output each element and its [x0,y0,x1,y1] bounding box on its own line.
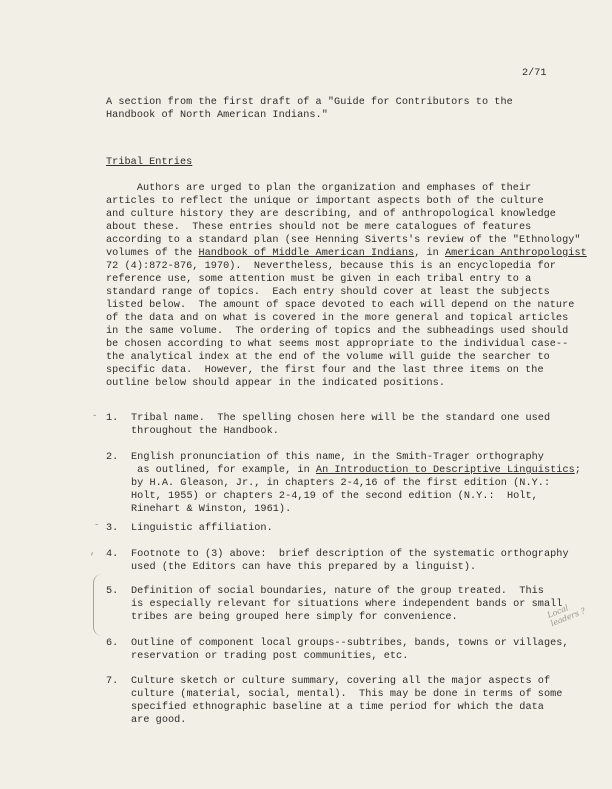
item-2-line: as outlined, for example, in An Introduction to Descriptive Linguistics; [131,465,581,476]
item-5-line: Definition of social boundaries, nature of the group treated. This [131,586,544,597]
item-4-line: used (the Editors can have this prepared by a linguist). [131,562,477,573]
item-7-line: specified ethnographic baseline at a time period for which the data [131,702,544,713]
item-1-number: 1. [106,413,119,424]
item-5-line: is especially relevant for situations where independent bands or small [131,599,563,610]
item-7-line: culture (material, social, mental). This may be done in terms of some [131,689,563,700]
para-line: volumes of the Handbook of Middle American Indians, in American Anthropologist [106,248,587,259]
para-line: be chosen according to what seems most appropriate to the individual case-- [106,339,569,350]
para-line: standard range of topics. Each entry should cover at least the subjects [106,287,550,298]
item-6-number: 6. [106,638,119,649]
item-4-number: 4. [106,549,119,560]
item-2-line: English pronunciation of this name, in the Smith-Trager orthography [131,452,544,463]
citation-american-anthropologist: American Anthropologist [445,248,587,259]
margin-bracket [93,574,102,636]
para-line: of the data and on what is covered in the more general and topical articles [106,313,569,324]
page-number: 2/71 [522,68,547,79]
item-6-line: Outline of component local groups--subtribes, bands, towns or villages, [131,638,569,649]
item-7-line: Culture sketch or culture summary, covering all the major aspects of [131,676,551,687]
intro-line-1: A section from the first draft of a "Guide for Contributors to the [106,97,513,108]
margin-tick: - [94,520,100,530]
citation-handbook-mai: Handbook of Middle American Indians [198,248,415,259]
item-4-line: Footnote to (3) above: brief description of the systematic orthography [131,549,569,560]
item-5-line: tribes are being grouped here simply for convenience. [131,612,458,623]
para-line: specific data. However, the first four and the last three items on the [106,365,544,376]
intro-line-2: Handbook of North American Indians." [106,110,328,121]
para-line: reference use, some attention must be given in each tribal entry to a [106,274,532,285]
para-line: listed below. The amount of space devoted to each will depend on the nature [106,300,575,311]
citation-gleason: An Introduction to Descriptive Linguistics [315,465,575,476]
item-5-number: 5. [106,586,119,597]
section-heading: Tribal Entries [106,157,193,168]
item-2-line: Rinehart & Winston, 1961). [131,504,292,515]
margin-tick: - [92,411,98,421]
para-line: according to a standard plan (see Henning Siverts's review of the "Ethnology" [106,235,581,246]
item-2-number: 2. [106,452,119,463]
item-3-line: Linguistic affiliation. [131,523,273,534]
para-line: Authors are urged to plan the organization and emphases of their [106,183,532,194]
item-2-line: Holt, 1955) or chapters 2-4,19 of the second edition (N.Y.: Holt, [131,491,538,502]
para-line: articles to reflect the unique or important aspects both of the culture [106,196,544,207]
margin-tick: , [90,547,96,557]
para-line: and culture history they are describing, and of anthropological knowledge [106,209,556,220]
para-line: in the same volume. The ordering of topics and the subheadings used should [106,326,569,337]
para-line: 72 (4):872-876, 1970). Nevertheless, because this is an encyclopedia for [106,261,556,272]
item-7-number: 7. [106,676,119,687]
item-1-line: throughout the Handbook. [131,426,279,437]
item-1-line: Tribal name. The spelling chosen here will be the standard one used [131,413,551,424]
item-6-line: reservation or trading post communities, etc. [131,651,409,662]
para-line: the analytical index at the end of the volume will guide the searcher to [106,352,550,363]
para-line: outline below should appear in the indicated positions. [106,378,445,389]
para-line: about these. These entries should not be mere catalogues of features [106,222,532,233]
item-2-line: by H.A. Gleason, Jr., in chapters 2-4,16 of the first edition (N.Y.: [131,478,551,489]
item-7-line: are good. [131,715,187,726]
handwritten-margin-note: Local leaders ? [545,603,587,629]
item-3-number: 3. [106,523,119,534]
